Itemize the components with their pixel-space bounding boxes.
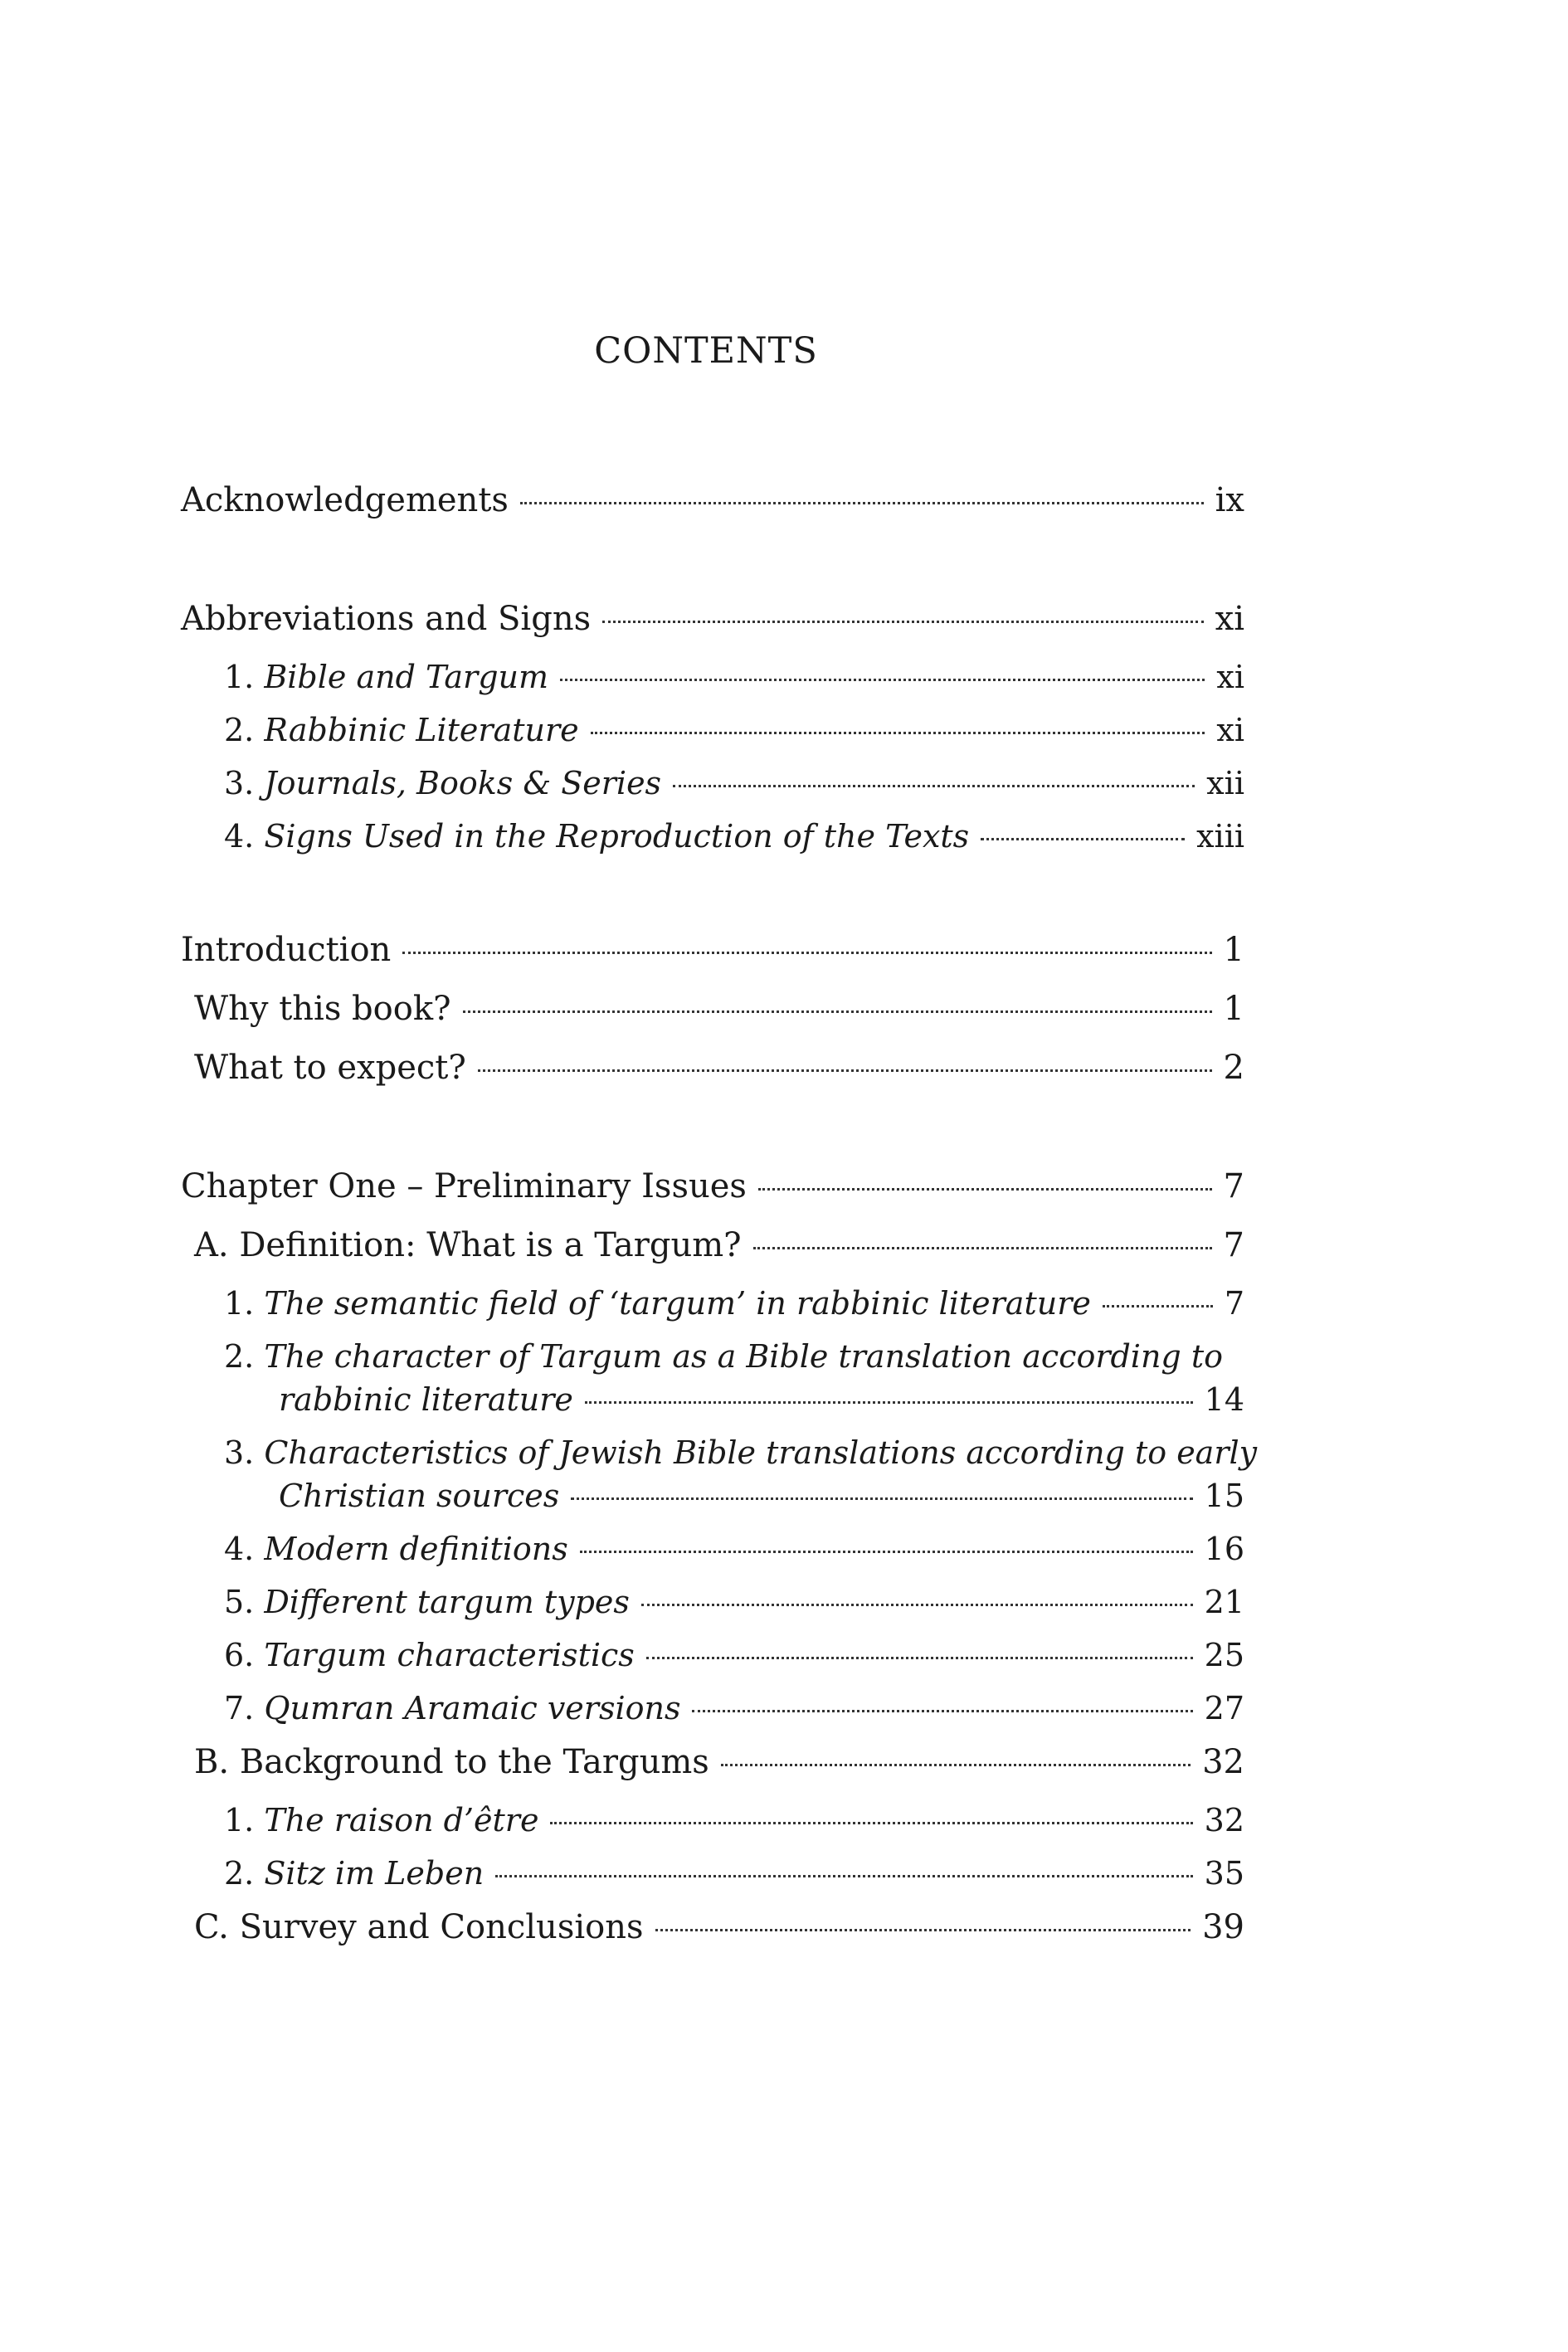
- toc-entry-journals-books-series[interactable]: [181, 765, 1244, 801]
- dot-leader: [591, 732, 1205, 734]
- toc-entry-number: 6.: [224, 1637, 265, 1673]
- toc-entry-title-continued: Christian sources: [279, 1478, 560, 1514]
- toc-entry-title: Signs Used in the Reproduction of the Texts: [264, 818, 970, 855]
- toc-entry-title: Why this book?: [194, 990, 451, 1028]
- toc-page-number: 1: [1223, 990, 1244, 1028]
- dot-leader: [721, 1764, 1191, 1766]
- toc-entry-title: The character of Targum as a Bible translation according to: [264, 1338, 1223, 1375]
- toc-page-number: 15: [1204, 1478, 1244, 1514]
- toc-entry-rabbinic-literature[interactable]: [181, 712, 1244, 748]
- toc-entry-title: Chapter One – Preliminary Issues: [181, 1167, 747, 1205]
- toc-entry-number: 3.: [224, 1434, 265, 1471]
- toc-entry-what-to-expect[interactable]: [181, 1049, 1244, 1087]
- toc-entry-number: 2.: [224, 712, 265, 748]
- toc-entry-title-continued: rabbinic literature: [279, 1381, 573, 1418]
- dot-leader: [641, 1604, 1193, 1606]
- toc-entry-title: Acknowledgements: [181, 481, 509, 519]
- toc-entry-character-of-targum[interactable]: [181, 1338, 1244, 1418]
- toc-page-number: xi: [1216, 659, 1244, 695]
- toc-entry-number: 7.: [224, 1690, 265, 1726]
- toc-page-number: xiii: [1196, 818, 1244, 855]
- toc-entry-title: Different targum types: [264, 1584, 630, 1620]
- dot-leader: [981, 838, 1185, 840]
- dot-leader: [758, 1188, 1212, 1191]
- toc-entry-number: 1.: [224, 659, 265, 695]
- toc-entry-title: Rabbinic Literature: [264, 712, 579, 748]
- dot-leader: [402, 952, 1211, 954]
- toc-entry-title: Abbreviations and Signs: [181, 600, 592, 638]
- toc-entry-introduction[interactable]: [181, 931, 1244, 969]
- toc-entry-bible-and-targum[interactable]: [181, 659, 1244, 695]
- dot-leader: [585, 1401, 1193, 1404]
- toc-entry-number: 1.: [224, 1285, 265, 1322]
- toc-page-number: 32: [1204, 1802, 1244, 1838]
- toc-entry-characteristics-jewish-translations[interactable]: [181, 1434, 1258, 1514]
- toc-entry-semantic-field[interactable]: [181, 1285, 1244, 1322]
- toc-page-number: 27: [1204, 1690, 1244, 1726]
- toc-page-number: xi: [1215, 600, 1244, 638]
- toc-entry-title: Targum characteristics: [264, 1637, 635, 1673]
- toc-entry-title: Qumran Aramaic versions: [264, 1690, 681, 1726]
- toc-entry-title-line2: [224, 1478, 1244, 1514]
- toc-entry-title: C. Survey and Conclusions: [194, 1908, 644, 1946]
- toc-entry-title: Modern definitions: [264, 1531, 568, 1567]
- dot-leader: [673, 785, 1195, 787]
- toc-entry-modern-definitions[interactable]: [181, 1531, 1244, 1567]
- toc-entry-sitz-im-leben[interactable]: [181, 1855, 1244, 1892]
- toc-entry-number: 4.: [224, 818, 265, 855]
- toc-page-number: xii: [1206, 765, 1244, 801]
- toc-entry-title: Bible and Targum: [264, 659, 549, 695]
- toc-page-number: 16: [1204, 1531, 1244, 1567]
- toc-page-number: 21: [1204, 1584, 1244, 1620]
- dot-leader: [580, 1551, 1193, 1553]
- toc-entry-title: What to expect?: [194, 1049, 466, 1087]
- toc-entry-definition[interactable]: [181, 1226, 1244, 1264]
- toc-entry-title: B. Background to the Targums: [194, 1743, 709, 1781]
- toc-entry-title-line2: [224, 1381, 1244, 1418]
- dot-leader: [1103, 1305, 1213, 1307]
- toc-entry-targum-characteristics[interactable]: [181, 1637, 1244, 1673]
- dot-leader: [463, 1010, 1212, 1013]
- toc-entry-background[interactable]: [181, 1743, 1244, 1781]
- toc-entry-title-line1: [224, 1434, 1258, 1471]
- toc-page-number: 35: [1204, 1855, 1244, 1892]
- dot-leader: [560, 679, 1205, 681]
- toc-entry-raison-detre[interactable]: [181, 1802, 1244, 1838]
- page-title: CONTENTS: [594, 330, 818, 372]
- toc-entry-survey-conclusions[interactable]: [181, 1908, 1244, 1946]
- dot-leader: [478, 1069, 1212, 1072]
- toc-entry-acknowledgements[interactable]: [181, 481, 1244, 519]
- toc-entry-chapter-one[interactable]: [181, 1167, 1244, 1205]
- toc-entry-why-this-book[interactable]: [181, 990, 1244, 1028]
- toc-page-number: 2: [1223, 1049, 1244, 1087]
- dot-leader: [646, 1657, 1193, 1659]
- toc-entry-title: The semantic field of ‘targum’ in rabbinic literature: [264, 1285, 1091, 1322]
- dot-leader: [602, 621, 1204, 623]
- toc-entry-title: Journals, Books & Series: [264, 765, 662, 801]
- toc-page-number: 14: [1204, 1381, 1244, 1418]
- toc-entry-title-line1: [224, 1338, 1244, 1375]
- toc-entry-number: 2.: [224, 1338, 265, 1375]
- toc-entry-title: The raison d’être: [264, 1802, 539, 1838]
- dot-leader: [655, 1929, 1191, 1931]
- toc-entry-number: 4.: [224, 1531, 265, 1567]
- toc-page-number: 39: [1202, 1908, 1244, 1946]
- table-of-contents: [181, 481, 1258, 1967]
- toc-entry-qumran-aramaic[interactable]: [181, 1690, 1244, 1726]
- toc-entry-number: 5.: [224, 1584, 265, 1620]
- toc-page-number: 32: [1202, 1743, 1244, 1781]
- toc-entry-abbreviations[interactable]: [181, 600, 1244, 638]
- toc-entry-title: Sitz im Leben: [264, 1855, 485, 1892]
- toc-entry-different-targum-types[interactable]: [181, 1584, 1244, 1620]
- toc-entry-title: A. Definition: What is a Targum?: [194, 1226, 742, 1264]
- dot-leader: [753, 1247, 1212, 1249]
- dot-leader: [692, 1710, 1192, 1712]
- dot-leader: [571, 1497, 1192, 1500]
- dot-leader: [495, 1875, 1192, 1877]
- toc-entry-number: 2.: [224, 1855, 265, 1892]
- toc-entry-signs-used[interactable]: [181, 818, 1244, 855]
- toc-page-number: 7: [1223, 1226, 1244, 1264]
- toc-entry-title: Introduction: [181, 931, 392, 969]
- toc-page-number: 7: [1224, 1285, 1244, 1322]
- toc-page-number: 25: [1204, 1637, 1244, 1673]
- toc-entry-title: Characteristics of Jewish Bible translations according to early: [264, 1434, 1258, 1471]
- toc-page-number: 1: [1223, 931, 1244, 969]
- dot-leader: [550, 1822, 1192, 1824]
- dot-leader: [520, 502, 1204, 504]
- toc-page-number: 7: [1223, 1167, 1244, 1205]
- toc-page-number: xi: [1216, 712, 1244, 748]
- toc-entry-number: 1.: [224, 1802, 265, 1838]
- toc-entry-number: 3.: [224, 765, 265, 801]
- toc-page-number: ix: [1215, 481, 1244, 519]
